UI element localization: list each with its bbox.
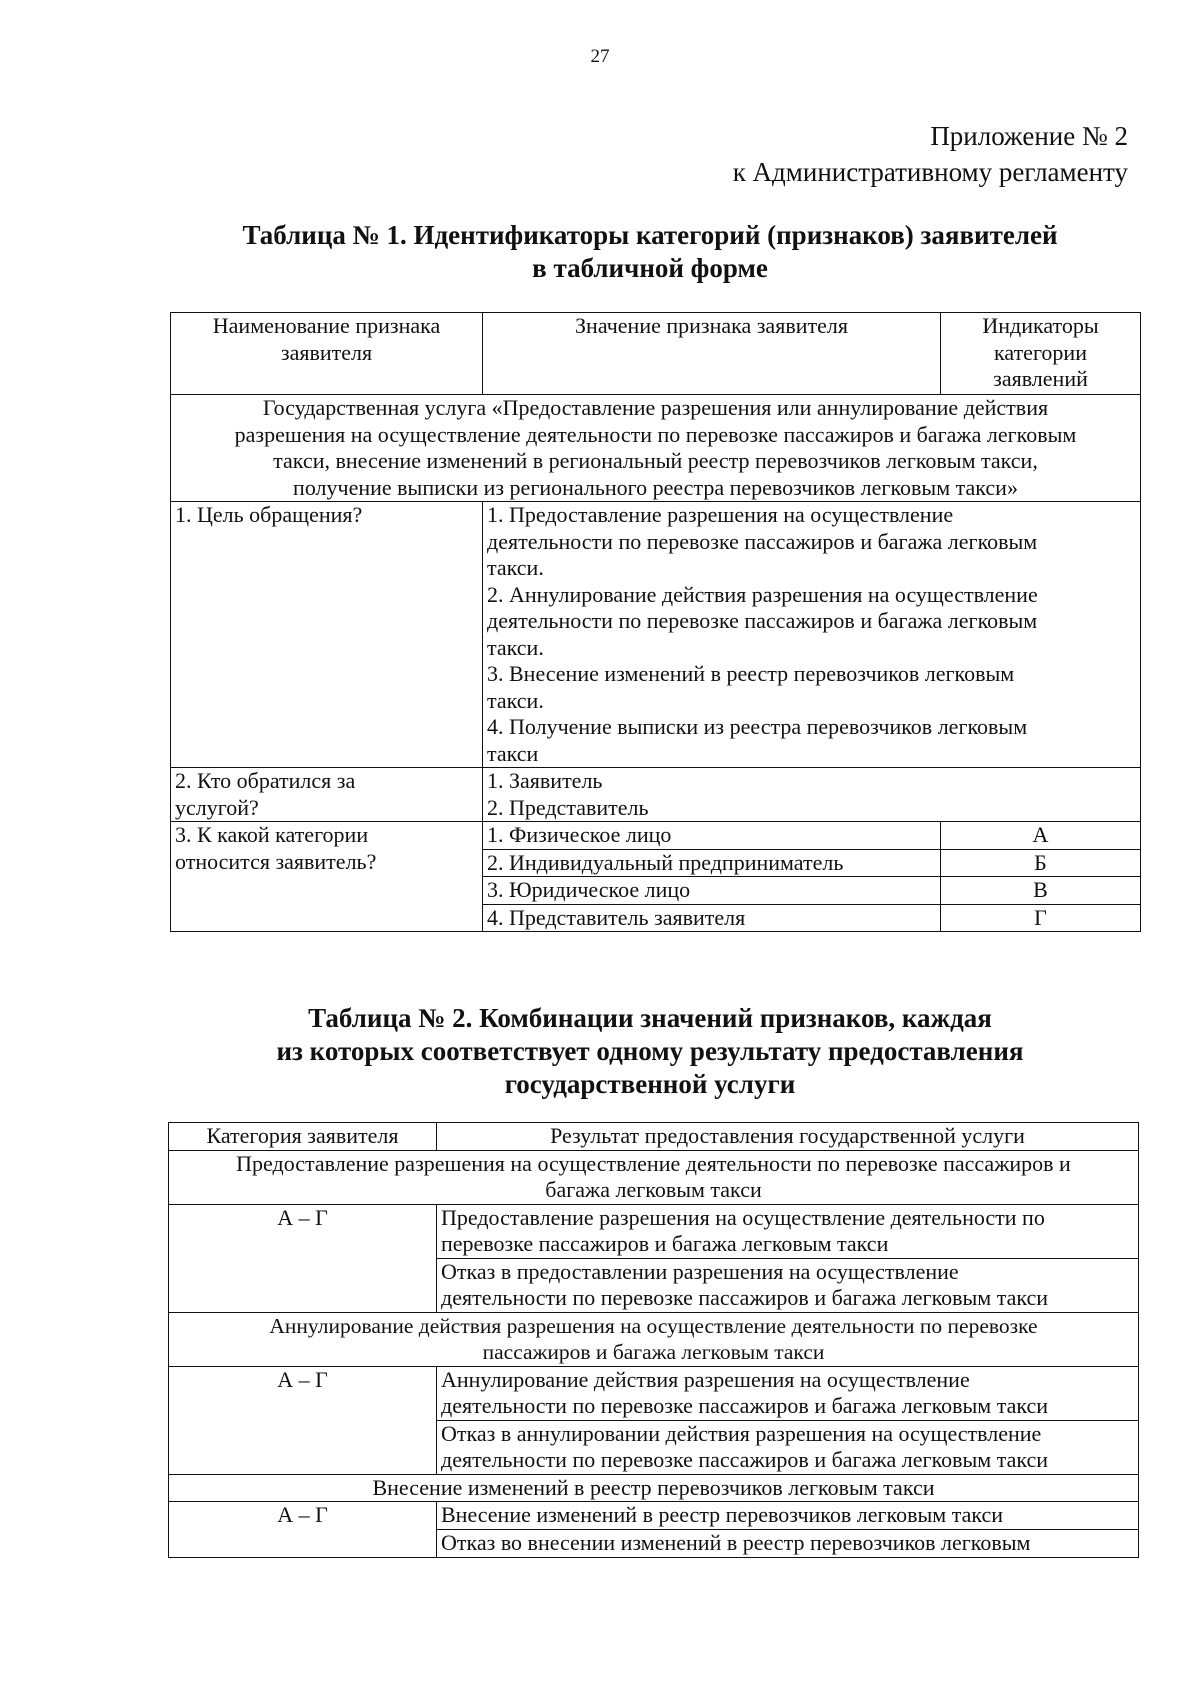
- section-1-heading-line-2: багажа легковым такси: [545, 1177, 762, 1202]
- table1-service-row: [171, 395, 1141, 502]
- table2: [168, 1122, 1139, 1558]
- q3-indicator: В: [941, 877, 1141, 905]
- q3-value: 3. Юридическое лицо: [483, 877, 941, 905]
- result-line: перевозке пассажиров и багажа легковым такси: [441, 1231, 889, 1256]
- q3-value: 1. Физическое лицо: [483, 822, 941, 850]
- table2-result-row: [169, 1366, 1139, 1420]
- table2-section-row: [169, 1312, 1139, 1366]
- q2-answer-line: 2. Представитель: [487, 794, 649, 820]
- appendix-caption: [733, 118, 1128, 190]
- table2-result-row: [169, 1204, 1139, 1258]
- table1-header-attribute: Наименование признака заявителя: [171, 313, 483, 395]
- table2-section-row: [169, 1150, 1139, 1204]
- result-line: Отказ в предоставлении разрешения на осуществление: [441, 1258, 959, 1284]
- table2-section-row: [169, 1474, 1139, 1502]
- section-1-heading-line-1: Предоставление разрешения на осуществление деятельности по перевозке пассажиров и: [236, 1150, 1071, 1176]
- result-line: Аннулирование действия разрешения на осуществление: [441, 1366, 970, 1392]
- section-2-result-2: [437, 1420, 1139, 1474]
- section-2-category: А – Г: [169, 1366, 437, 1474]
- section-1-heading: [169, 1150, 1139, 1204]
- section-3-category: А – Г: [169, 1502, 437, 1558]
- section-2-heading: [169, 1312, 1139, 1366]
- q3-value: 4. Представитель заявителя: [483, 904, 941, 932]
- section-1-category: А – Г: [169, 1204, 437, 1312]
- q2-question-line-1: 2. Кто обратился за: [175, 768, 356, 793]
- table1-header-value: Значение признака заявителя: [483, 313, 941, 395]
- table2-title-line-3: государственной услуги: [504, 1069, 796, 1099]
- result-line: деятельности по перевозке пассажиров и багажа легковым такси: [441, 1447, 1049, 1472]
- section-3-heading: Внесение изменений в реестр перевозчиков легковым такси: [169, 1474, 1139, 1502]
- result-line: деятельности по перевозке пассажиров и багажа легковым такси: [441, 1393, 1049, 1418]
- q1-answer-line: 1. Предоставление разрешения на осуществление: [487, 502, 954, 527]
- section-1-result-1: [437, 1204, 1139, 1258]
- service-line-4: получение выписки из регионального реестра перевозчиков легковым такси»: [293, 474, 1018, 500]
- q2-question: [171, 768, 483, 822]
- table2-header-category: Категория заявителя: [169, 1123, 437, 1151]
- q3-question: [171, 822, 483, 932]
- table1-header-row: [171, 313, 1141, 395]
- q3-indicator: Г: [941, 904, 1141, 932]
- section-2-result-1: [437, 1366, 1139, 1420]
- q1-answer-line: деятельности по перевозке пассажиров и багажа легковым: [487, 528, 1038, 554]
- q1-question: 1. Цель обращения?: [171, 502, 483, 768]
- q1-answer: [483, 502, 1141, 768]
- q1-answer-line: 4. Получение выписки из реестра перевозчиков легковым: [487, 714, 1028, 739]
- table2-title-line-1: Таблица № 2. Комбинации значений признаков, каждая: [308, 1003, 992, 1033]
- appendix-line-2: к Административному регламенту: [732, 157, 1128, 187]
- service-line-3: такси, внесение изменений в региональный реестр перевозчиков легковым такси,: [273, 448, 1038, 473]
- q1-answer-line: такси.: [487, 634, 544, 660]
- q1-answer-line: такси: [487, 740, 539, 766]
- q3-indicator: Б: [941, 849, 1141, 877]
- table1-row-applicant: [171, 768, 1141, 822]
- appendix-line-1: Приложение № 2: [930, 121, 1128, 151]
- q3-question-line-2: относится заявитель?: [175, 848, 377, 874]
- result-line: Отказ в аннулировании действия разрешения на осуществление: [441, 1420, 1042, 1446]
- table1-row-purpose: [171, 502, 1141, 768]
- q1-answer-line: 2. Аннулирование действия разрешения на осуществление: [487, 581, 1038, 607]
- table1-title-line-2: в табличной форме: [532, 253, 768, 283]
- q1-answer-line: такси.: [487, 555, 544, 580]
- table1: [170, 312, 1141, 932]
- table2-header-result: Результат предоставления государственной услуги: [437, 1123, 1139, 1151]
- service-line-1: Государственная услуга «Предоставление разрешения или аннулирование действия: [262, 395, 1049, 420]
- result-line: Предоставление разрешения на осуществление деятельности по: [441, 1204, 1045, 1230]
- section-1-result-2: [437, 1258, 1139, 1312]
- result-line: деятельности по перевозке пассажиров и багажа легковым такси: [441, 1285, 1049, 1310]
- table2-title: [170, 1002, 1130, 1101]
- q1-answer-line: такси.: [487, 687, 544, 713]
- service-line-2: разрешения на осуществление деятельности по перевозке пассажиров и багажа легковым: [234, 421, 1077, 447]
- table1-title: [170, 219, 1130, 285]
- page-number: 27: [590, 46, 610, 67]
- q2-answer-line: 1. Заявитель: [487, 768, 603, 793]
- table2-result-row: [169, 1502, 1139, 1530]
- table1-row-category: [171, 822, 1141, 850]
- q3-value: 2. Индивидуальный предприниматель: [483, 849, 941, 877]
- table2-header-row: [169, 1123, 1139, 1151]
- table1-header-indicator: Индикаторы категории заявлений: [941, 313, 1141, 395]
- q3-question-line-1: 3. К какой категории: [175, 822, 369, 847]
- q2-answer: [483, 768, 1141, 822]
- section-3-result-2: Отказ во внесении изменений в реестр перевозчиков легковым: [437, 1529, 1139, 1557]
- section-2-heading-line-1: Аннулирование действия разрешения на осуществление деятельности по перевозке: [269, 1313, 1038, 1338]
- q1-answer-line: деятельности по перевозке пассажиров и багажа легковым: [487, 608, 1038, 633]
- q1-answer-line: 3. Внесение изменений в реестр перевозчиков легковым: [487, 661, 1015, 686]
- table1-title-line-1: Таблица № 1. Идентификаторы категорий (признаков) заявителей: [242, 220, 1058, 250]
- table1-service-cell: [171, 395, 1141, 502]
- table2-title-line-2: из которых соответствует одному результату предоставления: [276, 1036, 1024, 1066]
- q2-question-line-2: услугой?: [175, 794, 259, 820]
- section-3-result-1: Внесение изменений в реестр перевозчиков легковым такси: [437, 1502, 1139, 1530]
- section-2-heading-line-2: пассажиров и багажа легковым такси: [482, 1340, 825, 1364]
- q3-indicator: А: [941, 822, 1141, 850]
